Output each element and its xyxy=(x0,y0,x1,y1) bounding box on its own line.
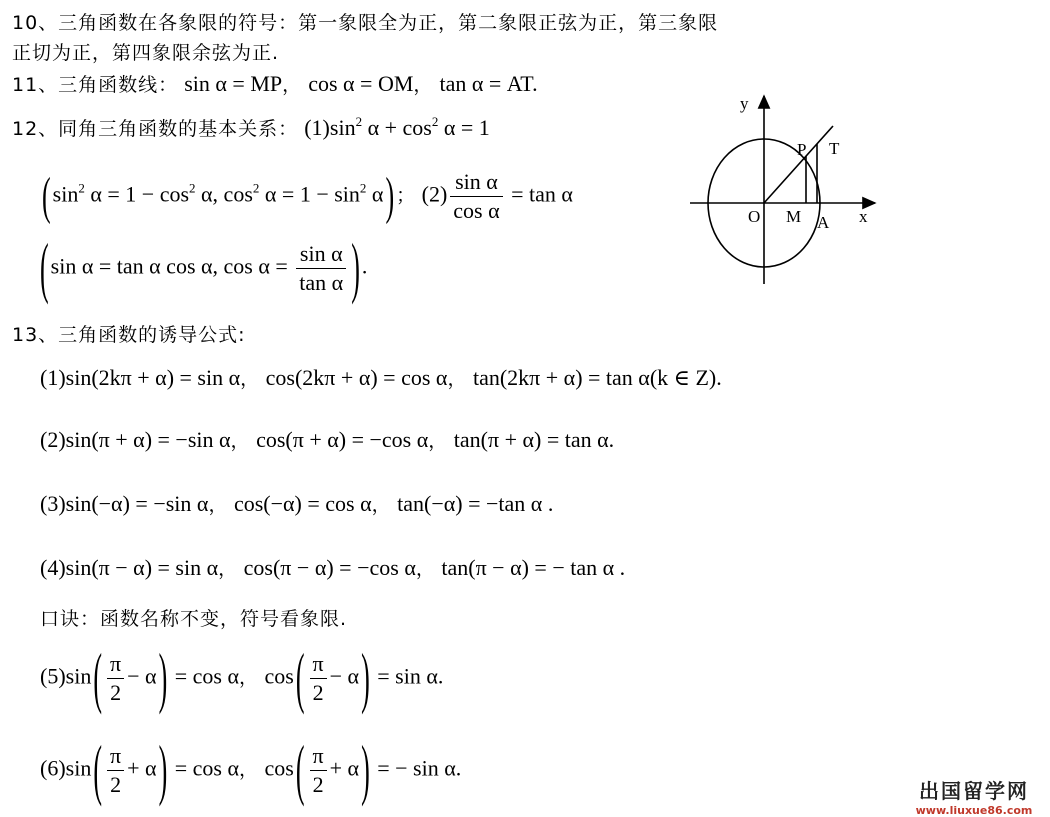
formula-tan: tan(−α) = −tan α . xyxy=(397,491,554,516)
separator: ， xyxy=(371,494,392,516)
formula-number: (6) xyxy=(40,755,66,781)
fraction-sin-over-tan xyxy=(296,240,346,297)
formula-number: (5) xyxy=(40,663,66,689)
fraction-pi-over-2 xyxy=(310,650,327,707)
result: = cos α xyxy=(169,663,239,689)
fn-sin: sin xyxy=(329,115,356,140)
numerator: π xyxy=(310,650,327,679)
item-12-p2: (2) xyxy=(421,181,448,207)
item-11-sin: sin α = MP xyxy=(184,71,283,96)
formula-2 xyxy=(40,426,614,453)
t: α = 1 − sin xyxy=(259,181,360,207)
fraction-pi-over-2 xyxy=(107,742,124,799)
separator: ， xyxy=(415,558,436,580)
exp: 2 xyxy=(359,180,367,196)
equals-tan: = tan α xyxy=(505,181,573,207)
separator: ， xyxy=(239,758,260,781)
item-10-line-2: 正切为正，第四象限余弦为正. xyxy=(12,42,280,64)
result: = sin α. xyxy=(371,663,444,689)
item-13-label: 13、三角函数的诱导公式: xyxy=(12,324,246,346)
watermark-url: www.liuxue86.com xyxy=(915,804,1033,817)
label-x: x xyxy=(859,207,868,226)
label-M: M xyxy=(786,207,802,226)
operand: − α xyxy=(329,663,360,689)
unit-circle-diagram xyxy=(685,92,885,292)
t: sin xyxy=(52,181,79,207)
paren-close: ) xyxy=(361,639,370,715)
label-A: A xyxy=(817,213,830,232)
formula-cos: cos(2kπ + α) = cos α xyxy=(265,365,448,390)
separator: ， xyxy=(413,74,434,96)
operand: + α xyxy=(329,755,360,781)
numerator: π xyxy=(107,650,124,679)
exp: 2 xyxy=(431,114,439,129)
terminal-ray xyxy=(764,126,833,203)
mnemonic: 口诀：函数名称不变，符号看象限. xyxy=(40,608,348,630)
separator: ， xyxy=(428,430,449,452)
item-12-label: 12、同角三角函数的基本关系： xyxy=(12,118,299,140)
item-12-p1: (1) xyxy=(304,115,330,140)
label-O: O xyxy=(748,207,761,226)
formula-cos: cos(π − α) = −cos α xyxy=(243,555,416,580)
formula-6 xyxy=(40,731,462,807)
fn-sin: sin xyxy=(65,755,92,781)
formula-4 xyxy=(40,554,625,581)
fn-sin: sin xyxy=(65,663,92,689)
formula-tan: tan(π + α) = tan α. xyxy=(453,427,615,452)
operand: − α xyxy=(127,663,157,689)
operand: + α xyxy=(127,755,157,781)
item-12-line-2 xyxy=(40,168,573,225)
item-10-line-1: 10、三角函数在各象限的符号：第一象限全为正，第二象限正弦为正，第三象限 xyxy=(12,12,719,34)
formula-cos: cos(−α) = cos α xyxy=(233,491,372,516)
formula-sin: (4)sin(π − α) = sin α xyxy=(40,555,219,580)
paren-close: ) xyxy=(158,639,168,715)
fraction-pi-over-2 xyxy=(107,650,124,707)
numerator: sin α xyxy=(296,240,346,269)
period: . xyxy=(532,71,538,96)
formula-sin: (2)sin(π + α) = −sin α xyxy=(40,427,231,452)
denominator: 2 xyxy=(312,680,324,705)
label-P: P xyxy=(797,140,807,159)
t: α = 1 − cos xyxy=(84,181,190,207)
formula-1 xyxy=(40,364,722,391)
t: α, cos xyxy=(195,181,253,207)
paren-open: ( xyxy=(93,731,103,807)
label-T: T xyxy=(829,139,840,158)
paren-open: ( xyxy=(93,639,103,715)
period: . xyxy=(361,253,368,279)
item-12-rel1 xyxy=(330,115,490,140)
result: = − sin α. xyxy=(371,755,462,781)
formula-cos: cos(π + α) = −cos α xyxy=(256,427,429,452)
item-11 xyxy=(12,70,538,97)
paren-open: ( xyxy=(42,166,51,225)
paren-open: ( xyxy=(295,731,305,807)
paren-open: ( xyxy=(295,639,305,715)
fn-cos: cos xyxy=(264,755,294,781)
item-11-label: 11、三角函数线： xyxy=(12,74,179,96)
t: sin α = tan α cos α, cos α = xyxy=(50,253,294,279)
numerator: sin α xyxy=(450,168,502,197)
separator: ， xyxy=(239,666,260,689)
exp: 2 xyxy=(252,180,260,196)
t: α xyxy=(366,181,384,207)
denominator: 2 xyxy=(110,772,122,797)
formula-tan: tan(2kπ + α) = tan α(k ∈ Z). xyxy=(472,365,722,390)
watermark xyxy=(915,775,1033,817)
numerator: π xyxy=(310,742,327,771)
paren-close: ) xyxy=(361,731,370,807)
exp: 2 xyxy=(78,180,85,196)
fraction-sin-over-cos xyxy=(450,168,502,225)
denominator: tan α xyxy=(299,270,344,295)
separator: ， xyxy=(240,368,261,390)
denominator: cos α xyxy=(453,198,500,223)
formula-tan: tan(π − α) = − tan α . xyxy=(441,555,626,580)
rel1-mid: α + cos xyxy=(362,115,432,140)
label-y: y xyxy=(740,94,749,113)
formula-5 xyxy=(40,639,444,715)
fn-cos: cos xyxy=(264,663,294,689)
paren-open: ( xyxy=(40,229,49,305)
paren-close: ) xyxy=(351,229,360,305)
separator: ， xyxy=(218,558,239,580)
item-12-heading xyxy=(12,114,490,141)
watermark-title: 出国留学网 xyxy=(919,779,1029,803)
paren-close: ) xyxy=(158,731,168,807)
exp: 2 xyxy=(355,114,363,129)
separator: ， xyxy=(282,74,303,96)
formula-sin: (3)sin(−α) = −sin α xyxy=(40,491,209,516)
fraction-pi-over-2 xyxy=(310,742,327,799)
numerator: π xyxy=(107,742,124,771)
result: = cos α xyxy=(169,755,239,781)
denominator: 2 xyxy=(110,680,122,705)
paren-close: ) xyxy=(385,166,395,225)
separator: ， xyxy=(230,430,251,452)
item-12-line-3 xyxy=(38,229,368,305)
formula-sin: (1)sin(2kπ + α) = sin α xyxy=(40,365,241,390)
semicolon: ； xyxy=(396,184,417,207)
denominator: 2 xyxy=(312,772,324,797)
item-11-tan: tan α = AT xyxy=(439,71,533,96)
formula-3 xyxy=(40,490,553,517)
separator: ， xyxy=(447,368,468,390)
rel1-end: α = 1 xyxy=(438,115,490,140)
separator: ， xyxy=(208,494,229,516)
exp: 2 xyxy=(189,180,196,196)
item-11-cos: cos α = OM xyxy=(308,71,414,96)
